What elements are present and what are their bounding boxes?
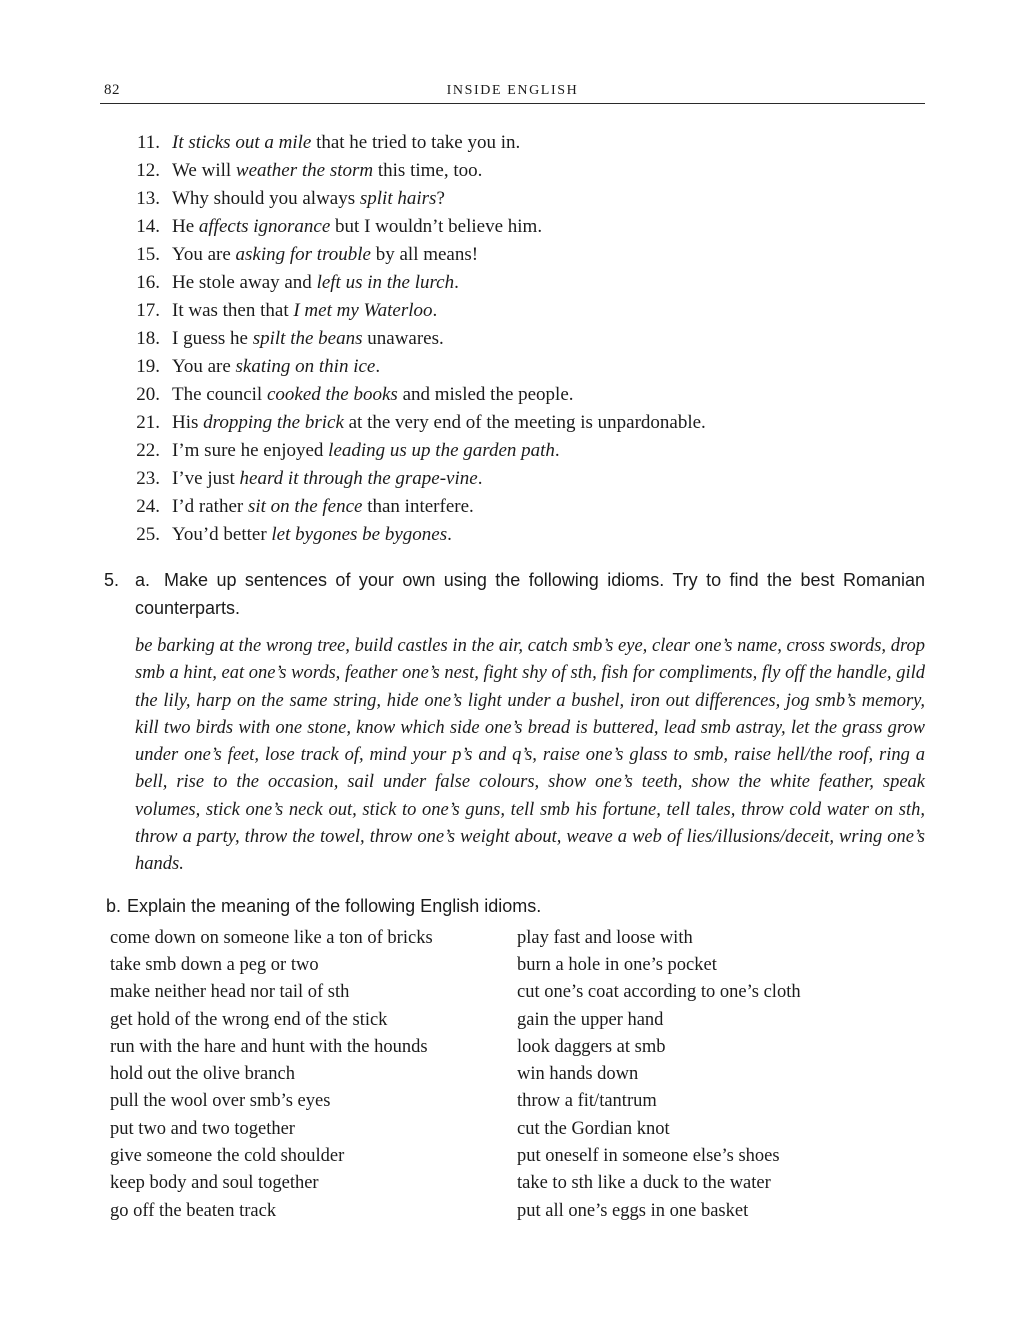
sentence-text: You are skating on thin ice. — [172, 356, 381, 377]
sentence-number: 13. — [136, 188, 160, 209]
idiom-item: go off the beaten track — [110, 1200, 277, 1221]
idiom-item: cut one’s coat according to one’s cloth — [517, 982, 801, 1003]
exercise-number: 5. — [104, 570, 120, 590]
sentence-number: 15. — [136, 244, 160, 265]
sentence-text: Why should you always split hairs? — [172, 188, 445, 209]
idiom-item: burn a hole in one’s pocket — [517, 954, 717, 975]
idiom-item: hold out the olive branch — [110, 1064, 295, 1085]
sentence-item — [100, 409, 925, 437]
page-number: 82 — [104, 82, 120, 98]
idiom-item: come down on someone like a ton of bricks — [110, 927, 433, 948]
sentence-item — [100, 185, 925, 213]
sentence-number: 21. — [136, 412, 160, 433]
sentence-text: I guess he spilt the beans unawares. — [172, 328, 444, 349]
idiom-item: take smb down a peg or two — [110, 954, 319, 975]
sentence-item — [100, 521, 925, 549]
exercise-5b-heading — [100, 892, 925, 920]
sentence-item — [100, 493, 925, 521]
sentence-text: We will weather the storm this time, too. — [172, 160, 483, 181]
idiom-item: gain the upper hand — [517, 1009, 664, 1030]
idiom-item: win hands down — [517, 1064, 639, 1085]
idiom-item: take to sth like a duck to the water — [517, 1173, 771, 1194]
sentence-text: It was then that I met my Waterloo. — [172, 300, 438, 321]
sentence-number: 16. — [136, 272, 160, 293]
part-b-label: b. — [106, 895, 122, 916]
sentence-item — [100, 213, 925, 241]
sentence-text: His dropping the brick at the very end of the meeting is unpardonable. — [172, 412, 706, 433]
sentence-text: It sticks out a mile that he tried to take you in. — [172, 132, 521, 153]
exercise-5a-instruction — [135, 566, 925, 622]
sentence-number: 19. — [136, 356, 160, 377]
sentence-text: I’d rather sit on the fence than interfere. — [172, 496, 474, 517]
sentence-item — [100, 381, 925, 409]
sentence-item — [100, 465, 925, 493]
sentence-item — [100, 353, 925, 381]
idioms-paragraph: be barking at the wrong tree, build castles in the air, catch smb’s eye, clear one’s name, cross swords, drop smb a hint, eat one’s words, feather one’s nest, fight shy of sth, fish for compliments, fly off the handle, gild the lily, harp on the same string, hide one’s light under a bushel, iron out differences, jog smb’s memory, kill two birds with one stone, know which side one’s bread is buttered, lead smb astray, let the grass grow under one’s feet, lose track of, mind your p’s and q’s, raise one’s glass to smb, raise hell/the roof, ring a bell, rise to the occasion, sail under false colours, show one’s teeth, show the white feather, speak volumes, stick one’s neck out, stick to one’s guns, tell smb his fortune, tell tales, throw cold water on sth, throw a party, throw the towel, throw one’s weight about, weave a web of lies/illusions/deceit, wring one’s hands. — [135, 636, 925, 875]
sentence-item — [100, 297, 925, 325]
sentence-text: He affects ignorance but I wouldn’t believe him. — [172, 216, 543, 237]
idiom-item: give someone the cold shoulder — [110, 1146, 345, 1167]
page-header — [100, 82, 925, 100]
idiom-column-left — [110, 925, 517, 1225]
sentence-number: 23. — [136, 468, 160, 489]
idiom-item: cut the Gordian knot — [517, 1118, 670, 1139]
idiom-column-right — [517, 925, 925, 1225]
idiom-item: get hold of the wrong end of the stick — [110, 1009, 388, 1030]
idiom-item: pull the wool over smb’s eyes — [110, 1091, 331, 1112]
part-b-instruction-text: Explain the meaning of the following English idioms. — [127, 895, 542, 916]
part-a-label: a. — [135, 570, 151, 590]
sentence-item — [100, 241, 925, 269]
idiom-item: run with the hare and hunt with the hounds — [110, 1036, 428, 1057]
idiom-item: play fast and loose with — [517, 927, 693, 948]
running-title: INSIDE ENGLISH — [446, 83, 579, 98]
sentence-text: You’d better let bygones be bygones. — [172, 524, 452, 545]
sentence-text: I’ve just heard it through the grape-vine. — [172, 468, 483, 489]
sentence-item — [100, 157, 925, 185]
sentence-text: You are asking for trouble by all means! — [172, 244, 479, 265]
sentence-number: 20. — [136, 384, 160, 405]
idiom-item: put oneself in someone else’s shoes — [517, 1146, 780, 1167]
sentence-item — [100, 437, 925, 465]
sentence-number: 14. — [136, 216, 160, 237]
sentence-number: 24. — [136, 496, 160, 517]
sentence-item — [100, 269, 925, 297]
idiom-item: throw a fit/tantrum — [517, 1091, 657, 1112]
idiom-item: look daggers at smb — [517, 1036, 666, 1057]
part-a-instruction-text: Make up sentences of your own using the following idioms. Try to find the best Romanian counterparts. — [135, 570, 925, 618]
sentence-list — [100, 129, 925, 549]
sentence-text: I’m sure he enjoyed leading us up the garden path. — [172, 440, 560, 461]
sentence-item — [100, 325, 925, 353]
sentence-number: 17. — [136, 300, 160, 321]
idiom-columns — [100, 925, 925, 1225]
sentence-number: 22. — [136, 440, 160, 461]
exercise-5a-heading — [100, 566, 925, 622]
header-rule — [100, 103, 925, 104]
sentence-text: He stole away and left us in the lurch. — [172, 272, 459, 293]
idiom-item: keep body and soul together — [110, 1173, 319, 1194]
sentence-text: The council cooked the books and misled the people. — [172, 384, 574, 405]
sentence-number: 11. — [136, 132, 160, 153]
idiom-item: put all one’s eggs in one basket — [517, 1200, 749, 1221]
sentence-item — [100, 129, 925, 157]
idiom-item: put two and two together — [110, 1118, 295, 1139]
sentence-number: 12. — [136, 160, 160, 181]
idiom-item: make neither head nor tail of sth — [110, 982, 350, 1003]
sentence-number: 25. — [136, 524, 160, 545]
sentence-number: 18. — [136, 328, 160, 349]
